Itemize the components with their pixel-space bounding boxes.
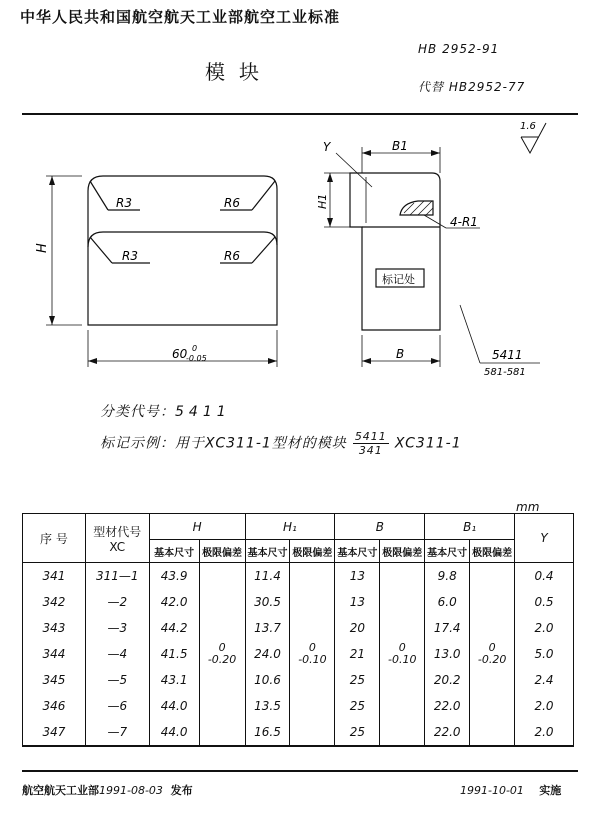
dimension-table: [22, 513, 574, 747]
marking-label: 标记示例：用于XC311-1型材的模块: [100, 435, 347, 452]
classification-code: 5411: [175, 404, 231, 420]
radius-label-mid-right: R6: [224, 249, 240, 263]
page-title: 模块: [205, 60, 273, 84]
width-tol-upper: 0: [192, 344, 198, 353]
table-row: 342 —2 42.0 30.5 13 6.0 0.5: [23, 589, 574, 615]
standard-organization: 中华人民共和国航空航天工业部航空工业标准: [20, 8, 341, 26]
table-row: 343 —3 44.2 13.7 20 17.4 2.0: [23, 615, 574, 641]
header-seq: 序 号: [23, 514, 86, 563]
marking-suffix: XC311-1: [394, 435, 462, 452]
header-h1-dev: 极限偏差: [290, 540, 335, 563]
header-b-dev: 极限偏差: [380, 540, 425, 563]
technical-drawing: [0, 115, 600, 375]
header-h1: H₁: [245, 514, 335, 540]
width-tol-lower: -0.05: [186, 354, 207, 363]
header-h1-basic: 基本尺寸: [245, 540, 290, 563]
table-row: 345 —5 43.1 10.6 25 20.2 2.4: [23, 667, 574, 693]
label-b: B: [396, 347, 405, 361]
table-row: 341 311—1 43.9 0 -0.20 11.4 0 -0.10 13 0 -0.10 9.8 0 -0.20 0.4: [23, 563, 574, 590]
header-b1-basic: 基本尺寸: [425, 540, 470, 563]
b1-tolerance: 0 -0.20: [470, 563, 515, 747]
classification-line: [100, 401, 231, 421]
radius-label-top-left: R3: [116, 196, 132, 210]
width-dim-label: 60: [172, 347, 188, 361]
marking-fraction: $\frac{5411}{341}$: [354, 430, 387, 457]
label-y: Y: [323, 140, 331, 154]
label-corner-radius: 4-R1: [450, 215, 478, 229]
header-h: H: [149, 514, 245, 540]
table-row: 347 —7 44.0 16.5 25 22.0 2.0: [23, 719, 574, 746]
header-y: Y: [515, 514, 574, 563]
footer-rule: [22, 770, 578, 772]
b-tolerance: 0 -0.10: [380, 563, 425, 747]
header-h-dev: 极限偏差: [199, 540, 245, 563]
standard-code: HB 2952-91: [418, 42, 500, 56]
unit-label: mm: [516, 500, 540, 514]
roughness-value: 1.6: [520, 121, 536, 132]
right-view-outline: [350, 173, 440, 330]
marking-example-line: [100, 430, 462, 457]
issue-statement: 航空航天工业部1991-08-03 发布: [22, 784, 193, 797]
header-h-basic: 基本尺寸: [149, 540, 199, 563]
header-b-basic: 基本尺寸: [335, 540, 380, 563]
header-profile: 型材代号 XC: [85, 514, 149, 563]
h-tolerance: 0 -0.20: [199, 563, 245, 747]
header-b: B: [335, 514, 425, 540]
classification-label: 分类代号：: [100, 404, 175, 420]
table-row: 344 —4 41.5 24.0 21 13.0 5.0: [23, 641, 574, 667]
material-numerator: 5411: [492, 348, 523, 362]
header-b1: B₁: [425, 514, 515, 540]
table-row: 346 —6 44.0 13.5 25 22.0 2.0: [23, 693, 574, 719]
radius-label-top-right: R6: [224, 196, 240, 210]
height-dim-label: H: [35, 243, 50, 253]
radius-label-mid-left: R3: [122, 249, 138, 263]
label-mark-area: 标记处: [382, 273, 415, 286]
left-view-mid-contour: [88, 232, 277, 247]
label-b1: B1: [392, 139, 408, 153]
material-denominator: 581-581: [484, 367, 526, 375]
h1-tolerance: 0 -0.10: [290, 563, 335, 747]
header-b1-dev: 极限偏差: [470, 540, 515, 563]
replaces-standard: 代替 HB2952-77: [418, 80, 526, 94]
effective-statement: 1991-10-01 实施: [460, 784, 562, 797]
label-h1: H1: [316, 193, 329, 209]
